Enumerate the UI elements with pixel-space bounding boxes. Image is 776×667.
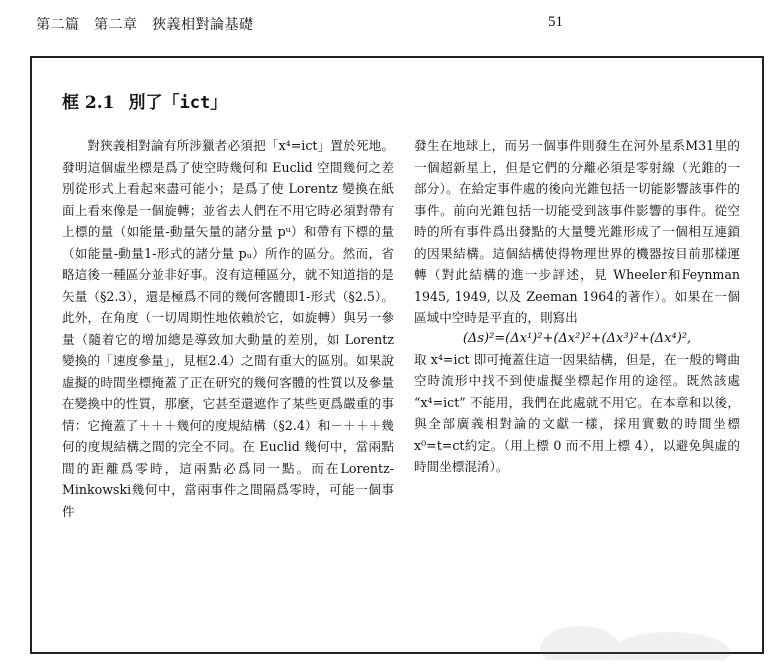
right-paragraph-2: 取 x⁴=ict 即可掩蓋住這一因果結構，但是，在一般的彎曲空時流形中找不到使虛擬坐標起作用的途徑。既然該處 “x⁴=ict” 不能用，我們在此處就不用它。在本章和以後，與全部廣義相對論的文獻一樣，採用實數的時間坐標 x⁰=t=ct約定。（用上標 0 而不用上標 4），以避免與虛的時間坐標混淆）。: [414, 351, 740, 474]
running-head-title: 第二篇 第二章 狹義相對論基礎: [36, 17, 254, 33]
box-title: [62, 88, 227, 113]
box-2-1: [30, 56, 764, 654]
box-title-prefix: 別了「: [128, 93, 180, 113]
page-number: 51: [548, 14, 563, 30]
equation: (Δs)²=(Δx¹)²+(Δx²)²+(Δx³)²+(Δx⁴)²,: [462, 330, 692, 346]
watermark-decoration: [520, 608, 760, 660]
box-label: 框 2.1: [62, 93, 115, 113]
left-column: [62, 135, 394, 522]
right-paragraph-1: 發生在地球上，而另一個事件則發生在河外星系M31里的一個超新星上，但是它們的分離必須是零射線（光錐的一部分）。在給定事件處的後向光錐包括一切能影響該事件的事件。前向光錐包括一切能受到該事件影響的事件。從空時的所有事件爲出發點的大量雙光錐形成了一個相互連鎖的因果結構。這個結構使得物理世界的機器按目前那樣運轉（對此結構的進一步評述，見 Wheeler和Feynman 1945, 1949, 以及 Zeeman 1964的著作）。如果在一個區域中空時是平直的，則寫出: [414, 138, 740, 325]
left-paragraph: 對狹義相對論有所涉獵者必須把「x⁴=ict」置於死地。發明這個虛坐標是爲了使空時幾何和 Euclid 空間幾何之差別從形式上看起來盡可能小；是爲了使 Lorentz 變換在紙面上看來像是一個旋轉；並省去人們在不用它時必須對帶有上標的量（如能量-動量矢量的諸分量 pᵘ）和帶有下標的量（如能量-動量1-形式的諸分量 pᵤ）所作的區分。然而，省略這後一種區分並非好事。沒有這種區分，就不知道指的是矢量（§2.3），還是極爲不同的幾何客體即1-形式（§2.5）。此外，在角度（一切周期性地依賴於它，如旋轉）與另一參量（隨着它的增加總是導致加大動量的差別，如 Lorentz 變換的「速度參量」，見框2.4）之間有重大的區別。如果說虛擬的時間坐標掩蓋了正在研究的幾何客體的性質以及參量在變換中的性質，那麼，它甚至還遮作了某些更爲嚴重的事情：它掩蓋了＋＋＋幾何的度規結構（§2.4）和－＋＋＋幾何的度規結構之間的完全不同。在 Euclid 幾何中，當兩點間的距離爲零時，這兩點必爲同一點。而在Lorentz-Minkowski幾何中，當兩事件之間隔爲零時，可能一個事件: [62, 138, 394, 519]
running-head: [36, 14, 736, 36]
box-title-code: ict: [179, 93, 211, 113]
box-title-suffix: 」: [210, 93, 228, 113]
right-column: [414, 135, 740, 478]
